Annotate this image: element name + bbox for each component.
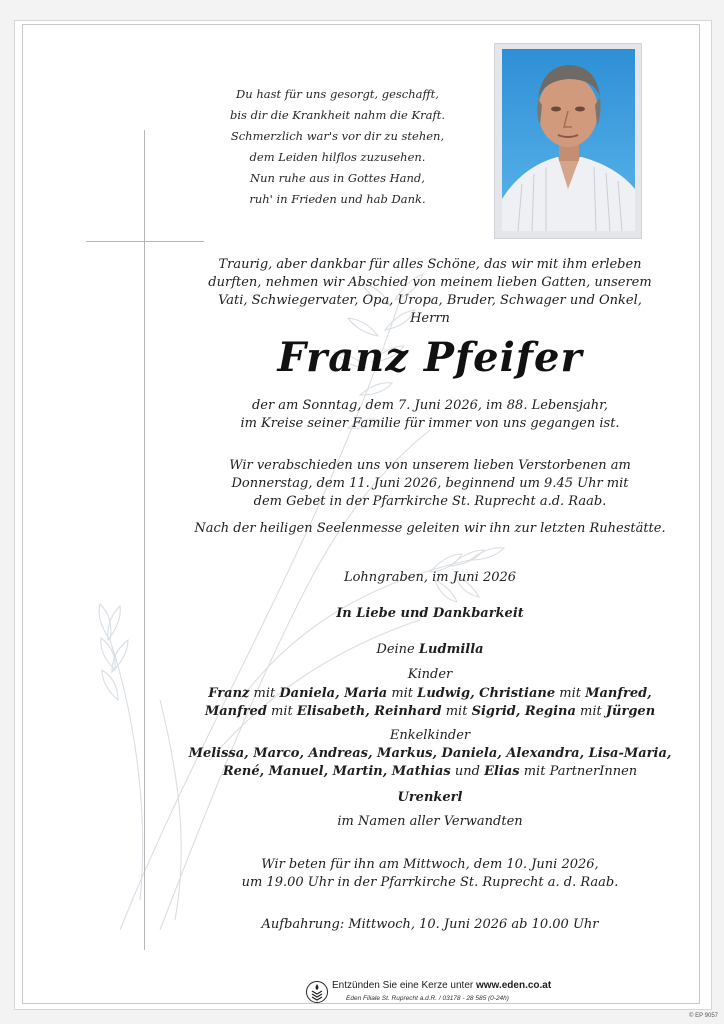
cross-horizontal xyxy=(86,241,204,242)
farewell-info xyxy=(180,457,680,511)
connector-text: mit PartnerInnen xyxy=(519,764,638,779)
death-line: der am Sonntag, dem 7. Juni 2026, im 88. Lebensjahr, xyxy=(251,398,609,413)
death-line: im Kreise seiner Familie für immer von uns gegangen ist. xyxy=(240,416,620,431)
place-date: Lohngraben, im Juni 2026 xyxy=(343,570,517,585)
person-name: Jürgen xyxy=(605,704,656,719)
children-line xyxy=(150,703,710,721)
person-name: Melissa, Marco, Andreas, Markus, Daniela, Alexandra, Lisa-Maria, xyxy=(188,746,672,761)
footer-url-link[interactable]: www.eden.co.at xyxy=(475,980,552,991)
connector-text: mit xyxy=(555,686,586,701)
intro-line: Vati, Schwiegervater, Opa, Uropa, Bruder, Schwager und Onkel, xyxy=(218,293,642,308)
children-label: Kinder xyxy=(407,667,453,682)
love-gratitude: In Liebe und Dankbarkeit xyxy=(336,606,524,621)
portrait-frame xyxy=(494,43,642,239)
grandchildren-line xyxy=(150,763,710,781)
poem-line: ruh' in Frieden und hab Dank. xyxy=(249,192,426,206)
memorial-poem xyxy=(210,84,465,210)
footer-candle-text xyxy=(332,980,551,991)
connector-text: und xyxy=(450,764,485,779)
death-notice xyxy=(180,397,680,433)
person-name: Ludwig, Christiane xyxy=(417,686,556,701)
wife-prefix: Deine xyxy=(376,642,415,657)
connector-text: mit xyxy=(266,704,297,719)
person-name: Franz xyxy=(208,686,250,701)
relatives-line: im Namen aller Verwandten xyxy=(337,814,523,829)
children-list xyxy=(150,685,710,721)
prayer-info xyxy=(180,856,680,892)
person-name: Elisabeth, Reinhard xyxy=(296,704,442,719)
footer xyxy=(300,978,600,1008)
person-name: René, Manuel, Martin, Mathias xyxy=(222,764,451,779)
connector-text: mit xyxy=(575,704,606,719)
wife-name: Ludmilla xyxy=(418,642,484,657)
person-name: Sigrid, Regina xyxy=(471,704,576,719)
children-line xyxy=(150,685,710,703)
prayer-line: um 19.00 Uhr in der Pfarrkirche St. Ruprecht a. d. Raab. xyxy=(241,875,619,890)
grandchildren-list xyxy=(150,745,710,781)
poem-line: Schmerzlich war's vor dir zu stehen, xyxy=(230,129,445,143)
poem-line: bis dir die Krankheit nahm die Kraft. xyxy=(230,108,445,122)
wife-line xyxy=(180,641,680,659)
portrait-photo xyxy=(502,49,635,231)
connector-text: mit xyxy=(387,686,418,701)
poem-line: Nun ruhe aus in Gottes Hand, xyxy=(250,171,425,185)
candle-icon xyxy=(306,980,328,1004)
grandchildren-label: Enkelkinder xyxy=(389,728,471,743)
farewell-line: Donnerstag, dem 11. Juni 2026, beginnend um 9.45 Uhr mit xyxy=(231,476,629,491)
person-name: Elias xyxy=(484,764,520,779)
cross-vertical xyxy=(144,130,145,950)
poem-line: Du hast für uns gesorgt, geschafft, xyxy=(236,87,439,101)
deceased-name: Franz Pfeifer xyxy=(277,334,583,381)
connector-text: mit xyxy=(441,704,472,719)
footer-contact: Eden Filiale St. Ruprecht a.d.R. / 03178 - 28 585 (0-24h) xyxy=(346,995,509,1002)
prayer-line: Wir beten für ihn am Mittwoch, dem 10. Juni 2026, xyxy=(261,857,599,872)
farewell-line: Wir verabschieden uns von unserem lieben Verstorbenen am xyxy=(229,458,631,473)
intro-line: Traurig, aber dankbar für alles Schöne, das wir mit ihm erleben xyxy=(218,257,642,272)
poem-line: dem Leiden hilflos zuzusehen. xyxy=(249,150,426,164)
farewell-line: dem Gebet in der Pfarrkirche St. Ruprecht a.d. Raab. xyxy=(253,494,607,509)
grandchildren-line xyxy=(150,745,710,763)
connector-text: mit xyxy=(249,686,280,701)
great-grandchildren: Urenkerl xyxy=(397,790,463,805)
document-code: © EP 9057 xyxy=(689,1013,718,1019)
person-name: Manfred, xyxy=(585,686,652,701)
mass-info: Nach der heiligen Seelenmesse geleiten wir ihn zur letzten Ruhestätte. xyxy=(194,521,666,536)
footer-candle-label: Entzünden Sie eine Kerze unter xyxy=(332,980,476,991)
intro-line: Herrn xyxy=(410,311,450,326)
person-name: Manfred xyxy=(204,704,267,719)
viewing-info: Aufbahrung: Mittwoch, 10. Juni 2026 ab 10.00 Uhr xyxy=(261,917,599,932)
intro-text xyxy=(180,256,680,328)
person-name: Daniela, Maria xyxy=(279,686,388,701)
intro-line: durften, nehmen wir Abschied von meinem lieben Gatten, unserem xyxy=(208,275,652,290)
